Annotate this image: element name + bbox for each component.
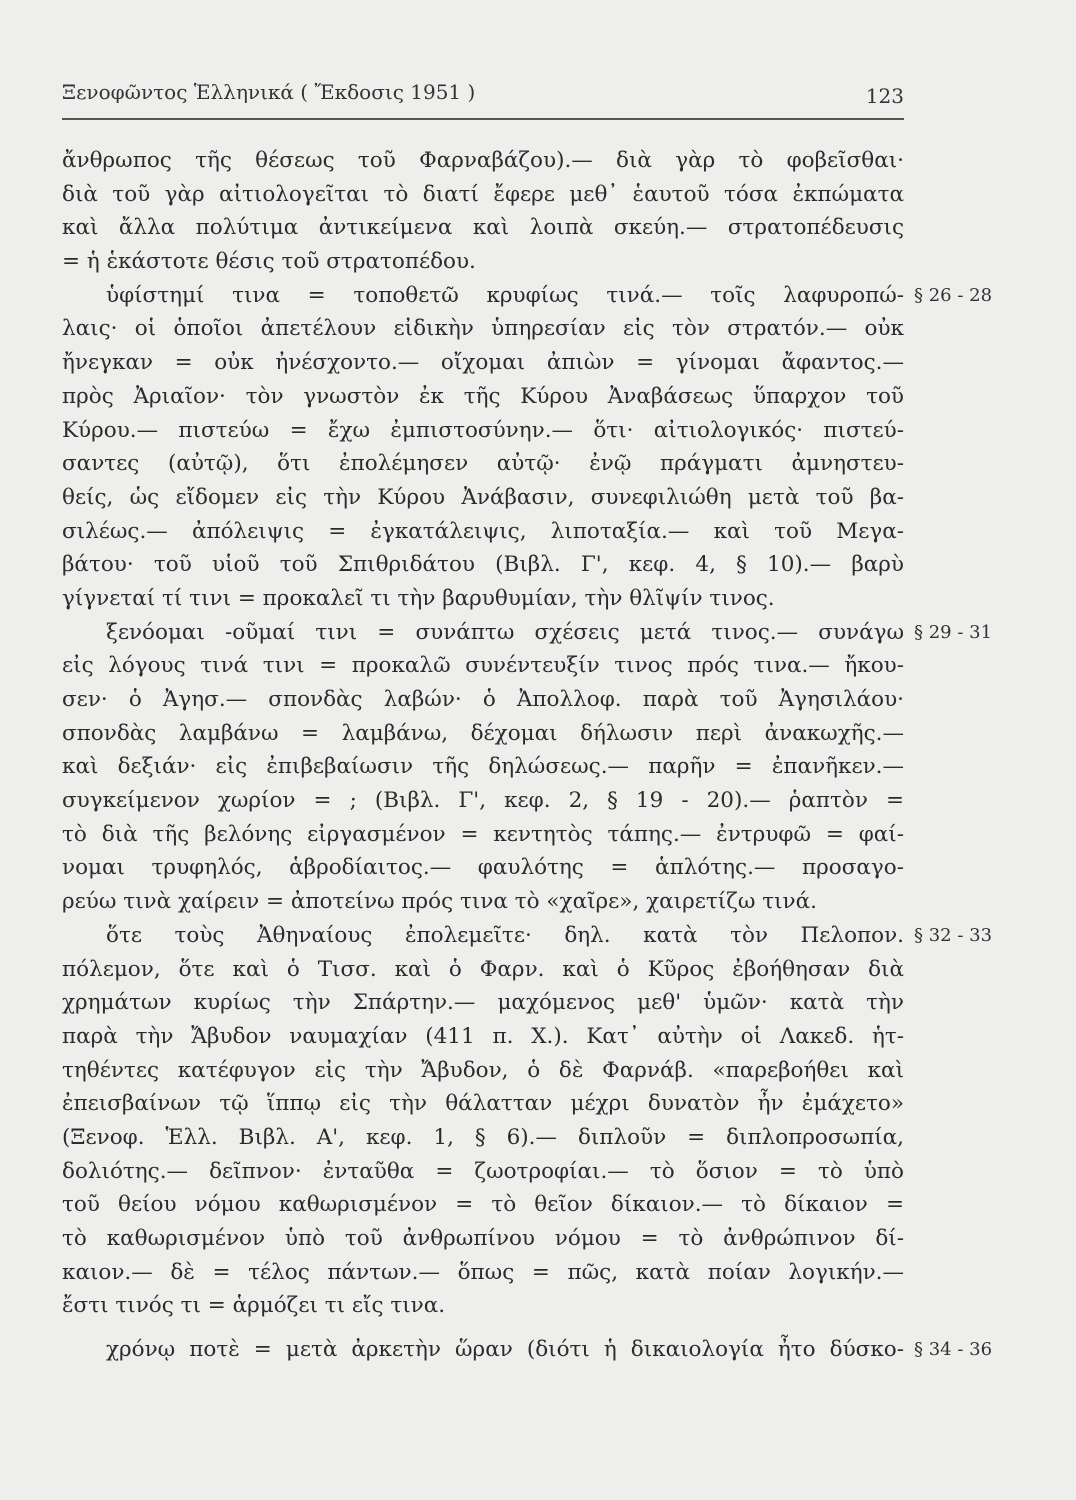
text-line: τηθέντες κατέφυγον εἰς τὴν Ἄβυδον, ὁ δὲ Φαρνάβ. «παρεβοήθει καὶ: [62, 1057, 904, 1083]
body-text: [62, 144, 904, 1367]
text-line: ἤνεγκαν = οὐκ ἠνέσχοντο.— οἴχομαι ἀπιὼν = γίνομαι ἄφαντος.—: [62, 350, 904, 376]
text-line: (Ξενοφ. Ἑλλ. Βιβλ. Α', κεφ. 1, § 6).— διπλοῦν = διπλοπροσωπία,: [62, 1124, 904, 1150]
section-reference: § 26 - 28: [914, 285, 993, 306]
text-line: καιον.— δὲ = τέλος πάντων.— ὅπως = πῶς, κατὰ ποίαν λογικήν.—: [62, 1259, 904, 1285]
text-line: συγκείμενον χωρίον = ; (Βιβλ. Γ', κεφ. 2, § 19 - 20).— ῥαπτὸν =: [62, 788, 904, 814]
text-line: χρόνῳ ποτὲ = μετὰ ἀρκετὴν ὥραν (διότι ἡ δικαιολογία ἦτο δύσκο-: [106, 1337, 904, 1363]
text-line: βάτου· τοῦ υἱοῦ τοῦ Σπιθριδάτου (Βιβλ. Γ', κεφ. 4, § 10).— βαρὺ: [62, 552, 904, 578]
text-line: σεν· ὁ Ἀγησ.— σπονδὰς λαβών· ὁ Ἀπολλοφ. παρὰ τοῦ Ἀγησιλάου·: [62, 687, 904, 712]
text-line: διὰ τοῦ γὰρ αἰτιολογεῖται τὸ διατί ἔφερε μεθ᾽ ἑαυτοῦ τόσα ἐκπώματα: [62, 181, 904, 207]
running-header: [62, 78, 904, 120]
text-line: εἰς λόγους τινά τινι = προκαλῶ συνέντευξίν τινος πρός τινα.— ἤκου-: [62, 653, 904, 679]
text-line: καὶ ἄλλα πολύτιμα ἀντικείμενα καὶ λοιπὰ σκεύη.— στρατοπέδευσις: [62, 215, 904, 241]
section-reference: § 29 - 31: [914, 622, 993, 643]
text-line: δολιότης.— δεῖπνον· ἐνταῦθα = ζωοτροφίαι.— τὸ ὅσιον = τὸ ὑπὸ: [62, 1158, 904, 1184]
text-line: ξενόομαι -οῦμαί τινι = συνάπτω σχέσεις μετά τινος.— συνάγω: [106, 619, 904, 645]
text-line: παρὰ τὴν Ἄβυδον ναυμαχίαν (411 π. Χ.). Κατ᾽ αὐτὴν οἱ Λακεδ. ἡτ-: [62, 1023, 904, 1049]
text-line: σιλέως.— ἀπόλειψις = ἐγκατάλειψις, λιποταξία.— καὶ τοῦ Μεγα-: [62, 518, 904, 544]
text-line: γίγνεταί τί τινι = προκαλεῖ τι τὴν βαρυθυμίαν, τὴν θλῖψίν τινος.: [62, 585, 775, 611]
text-line: νομαι τρυφηλός, ἁβροδίαιτος.— φαυλότης = ἁπλότης.— προσαγο-: [62, 855, 904, 881]
text-line: καὶ δεξιάν· εἰς ἐπιβεβαίωσιν τῆς δηλώσεως.— παρῆν = ἐπανῆκεν.—: [62, 754, 904, 780]
text-line: ἄνθρωπος τῆς θέσεως τοῦ Φαρναβάζου).— διὰ γὰρ τὸ φοβεῖσθαι·: [62, 148, 904, 173]
text-line: ὑφίστημί τινα = τοποθετῶ κρυφίως τινά.— τοῖς λαφυροπώ-: [106, 282, 904, 308]
section-reference: § 32 - 33: [914, 925, 993, 946]
text-line: ἐπεισβαίνων τῷ ἵππῳ εἰς τὴν θάλατταν μέχρι δυνατὸν ἦν ἐμάχετο»: [62, 1091, 904, 1117]
text-line: τοῦ θείου νόμου καθωρισμένον = τὸ θεῖον δίκαιον.— τὸ δίκαιον =: [62, 1192, 904, 1218]
text-line: σαντες (αὐτῷ), ὅτι ἐπολέμησεν αὐτῷ· ἐνῷ πράγματι ἀμνηστευ-: [62, 451, 904, 477]
text-line: ὅτε τοὺς Ἀθηναίους ἐπολεμεῖτε· δηλ. κατὰ τὸν Πελοπον.: [106, 922, 904, 948]
page-number: 123: [865, 84, 904, 108]
text-line: ρεύω τινὰ χαίρειν = ἀποτείνω πρός τινα τὸ «χαῖρε», χαιρετίζω τινά.: [62, 889, 817, 915]
text-line: σπονδὰς λαμβάνω = λαμβάνω, δέχομαι δήλωσιν περὶ ἀνακωχῆς.—: [62, 720, 904, 746]
text-line: = ἡ ἑκάστοτε θέσις τοῦ στρατοπέδου.: [62, 249, 476, 275]
text-line: τὸ διὰ τῆς βελόνης εἰργασμένον = κεντητὸς τάπης.— ἐντρυφῶ = φαί-: [62, 821, 904, 847]
text-line: θείς, ὡς εἴδομεν εἰς τὴν Κύρου Ἀνάβασιν, συνεφιλιώθη μετὰ τοῦ βα-: [62, 484, 904, 510]
text-line: ἔστι τινός τι = ἁρμόζει τι εἴς τινα.: [62, 1293, 446, 1319]
text-line: τὸ καθωρισμένον ὑπὸ τοῦ ἀνθρωπίνου νόμου = τὸ ἀνθρώπινον δί-: [62, 1226, 904, 1251]
text-line: πρὸς Ἀριαῖον· τὸν γνωστὸν ἐκ τῆς Κύρου Ἀναβάσεως ὕπαρχον τοῦ: [62, 383, 904, 409]
header-title: Ξενοφῶντος Ἑλληνικά ( Ἔκδοσις 1951 ): [62, 80, 476, 104]
text-line: λαις· οἱ ὁποῖοι ἀπετέλουν εἰδικὴν ὑπηρεσίαν εἰς τὸν στρατόν.— οὐκ: [62, 316, 904, 342]
text-line: Κύρου.— πιστεύω = ἔχω ἐμπιστοσύνην.— ὅτι· αἰτιολογικός· πιστεύ-: [62, 417, 904, 443]
text-line: χρημάτων κυρίως τὴν Σπάρτην.— μαχόμενος μεθ' ὑμῶν· κατὰ τὴν: [62, 990, 904, 1016]
text-line: πόλεμον, ὅτε καὶ ὁ Τισσ. καὶ ὁ Φαρν. καὶ ὁ Κῦρος ἐβοήθησαν διὰ: [62, 956, 904, 982]
section-reference: § 34 - 36: [914, 1339, 993, 1360]
